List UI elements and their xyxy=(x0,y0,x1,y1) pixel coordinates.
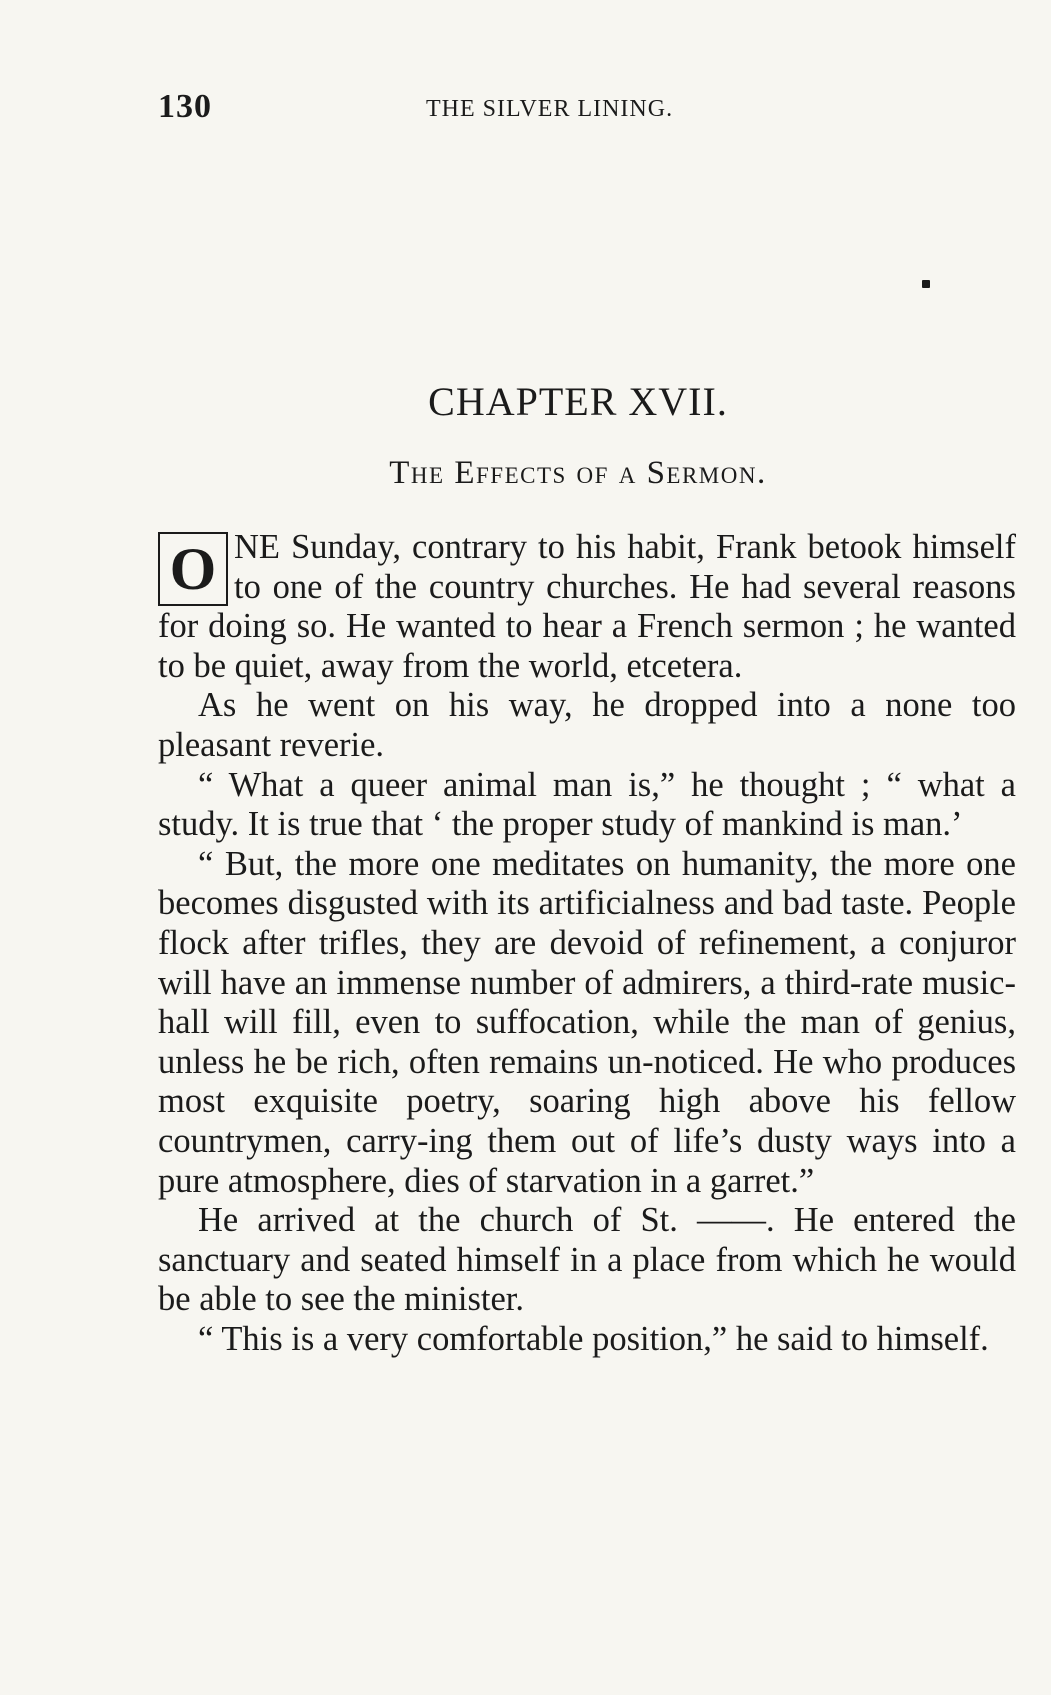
paragraph-1 xyxy=(158,528,1016,686)
paragraph-2: As he went on his way, he dropped into a none too pleasant reverie. xyxy=(158,686,1016,764)
paragraph-5: He arrived at the church of St. ——. He entered the sanctuary and seated himself in a place from which he would be able to see the minister. xyxy=(158,1201,1016,1319)
paragraph-1-text: NE Sunday, contrary to his habit, Frank betook himself to one of the country churches. He had several reasons for doing so. He wanted to hear a French sermon ; he wanted to be quiet, away from the world, etcetera. xyxy=(158,528,1016,685)
chapter-heading: CHAPTER XVII. xyxy=(428,379,728,424)
running-title: THE SILVER LINING. xyxy=(426,96,674,122)
running-head xyxy=(158,88,1018,128)
paragraph-3: “ What a queer animal man is,” he thought ; “ what a study. It is true that ‘ the proper study of mankind is man.’ xyxy=(158,765,1016,844)
body-text xyxy=(158,528,1016,1359)
printer-mark xyxy=(922,280,930,288)
paragraph-6: “ This is a very comfortable position,” he said to himself. xyxy=(198,1319,989,1358)
page-number: 130 xyxy=(158,88,212,125)
paragraph-4: “ But, the more one meditates on humanity, the more one becomes disgusted with its artificialness and bad taste. People flock after trifles, they are devoid of refinement, a conjuror will have an immense number of admirers, a third-rate music-hall will fill, even to suffocation, while the man of genius, unless he be rich, often remains un-noticed. He who produces most exquisite poetry, soaring high above his fellow countrymen, carry-ing them out of life’s dusty ways into a pure atmosphere, dies of starvation in a garret.” xyxy=(158,844,1016,1200)
chapter-subtitle: The Effects of a Sermon. xyxy=(389,455,767,491)
drop-cap-ornament: O xyxy=(158,532,228,606)
